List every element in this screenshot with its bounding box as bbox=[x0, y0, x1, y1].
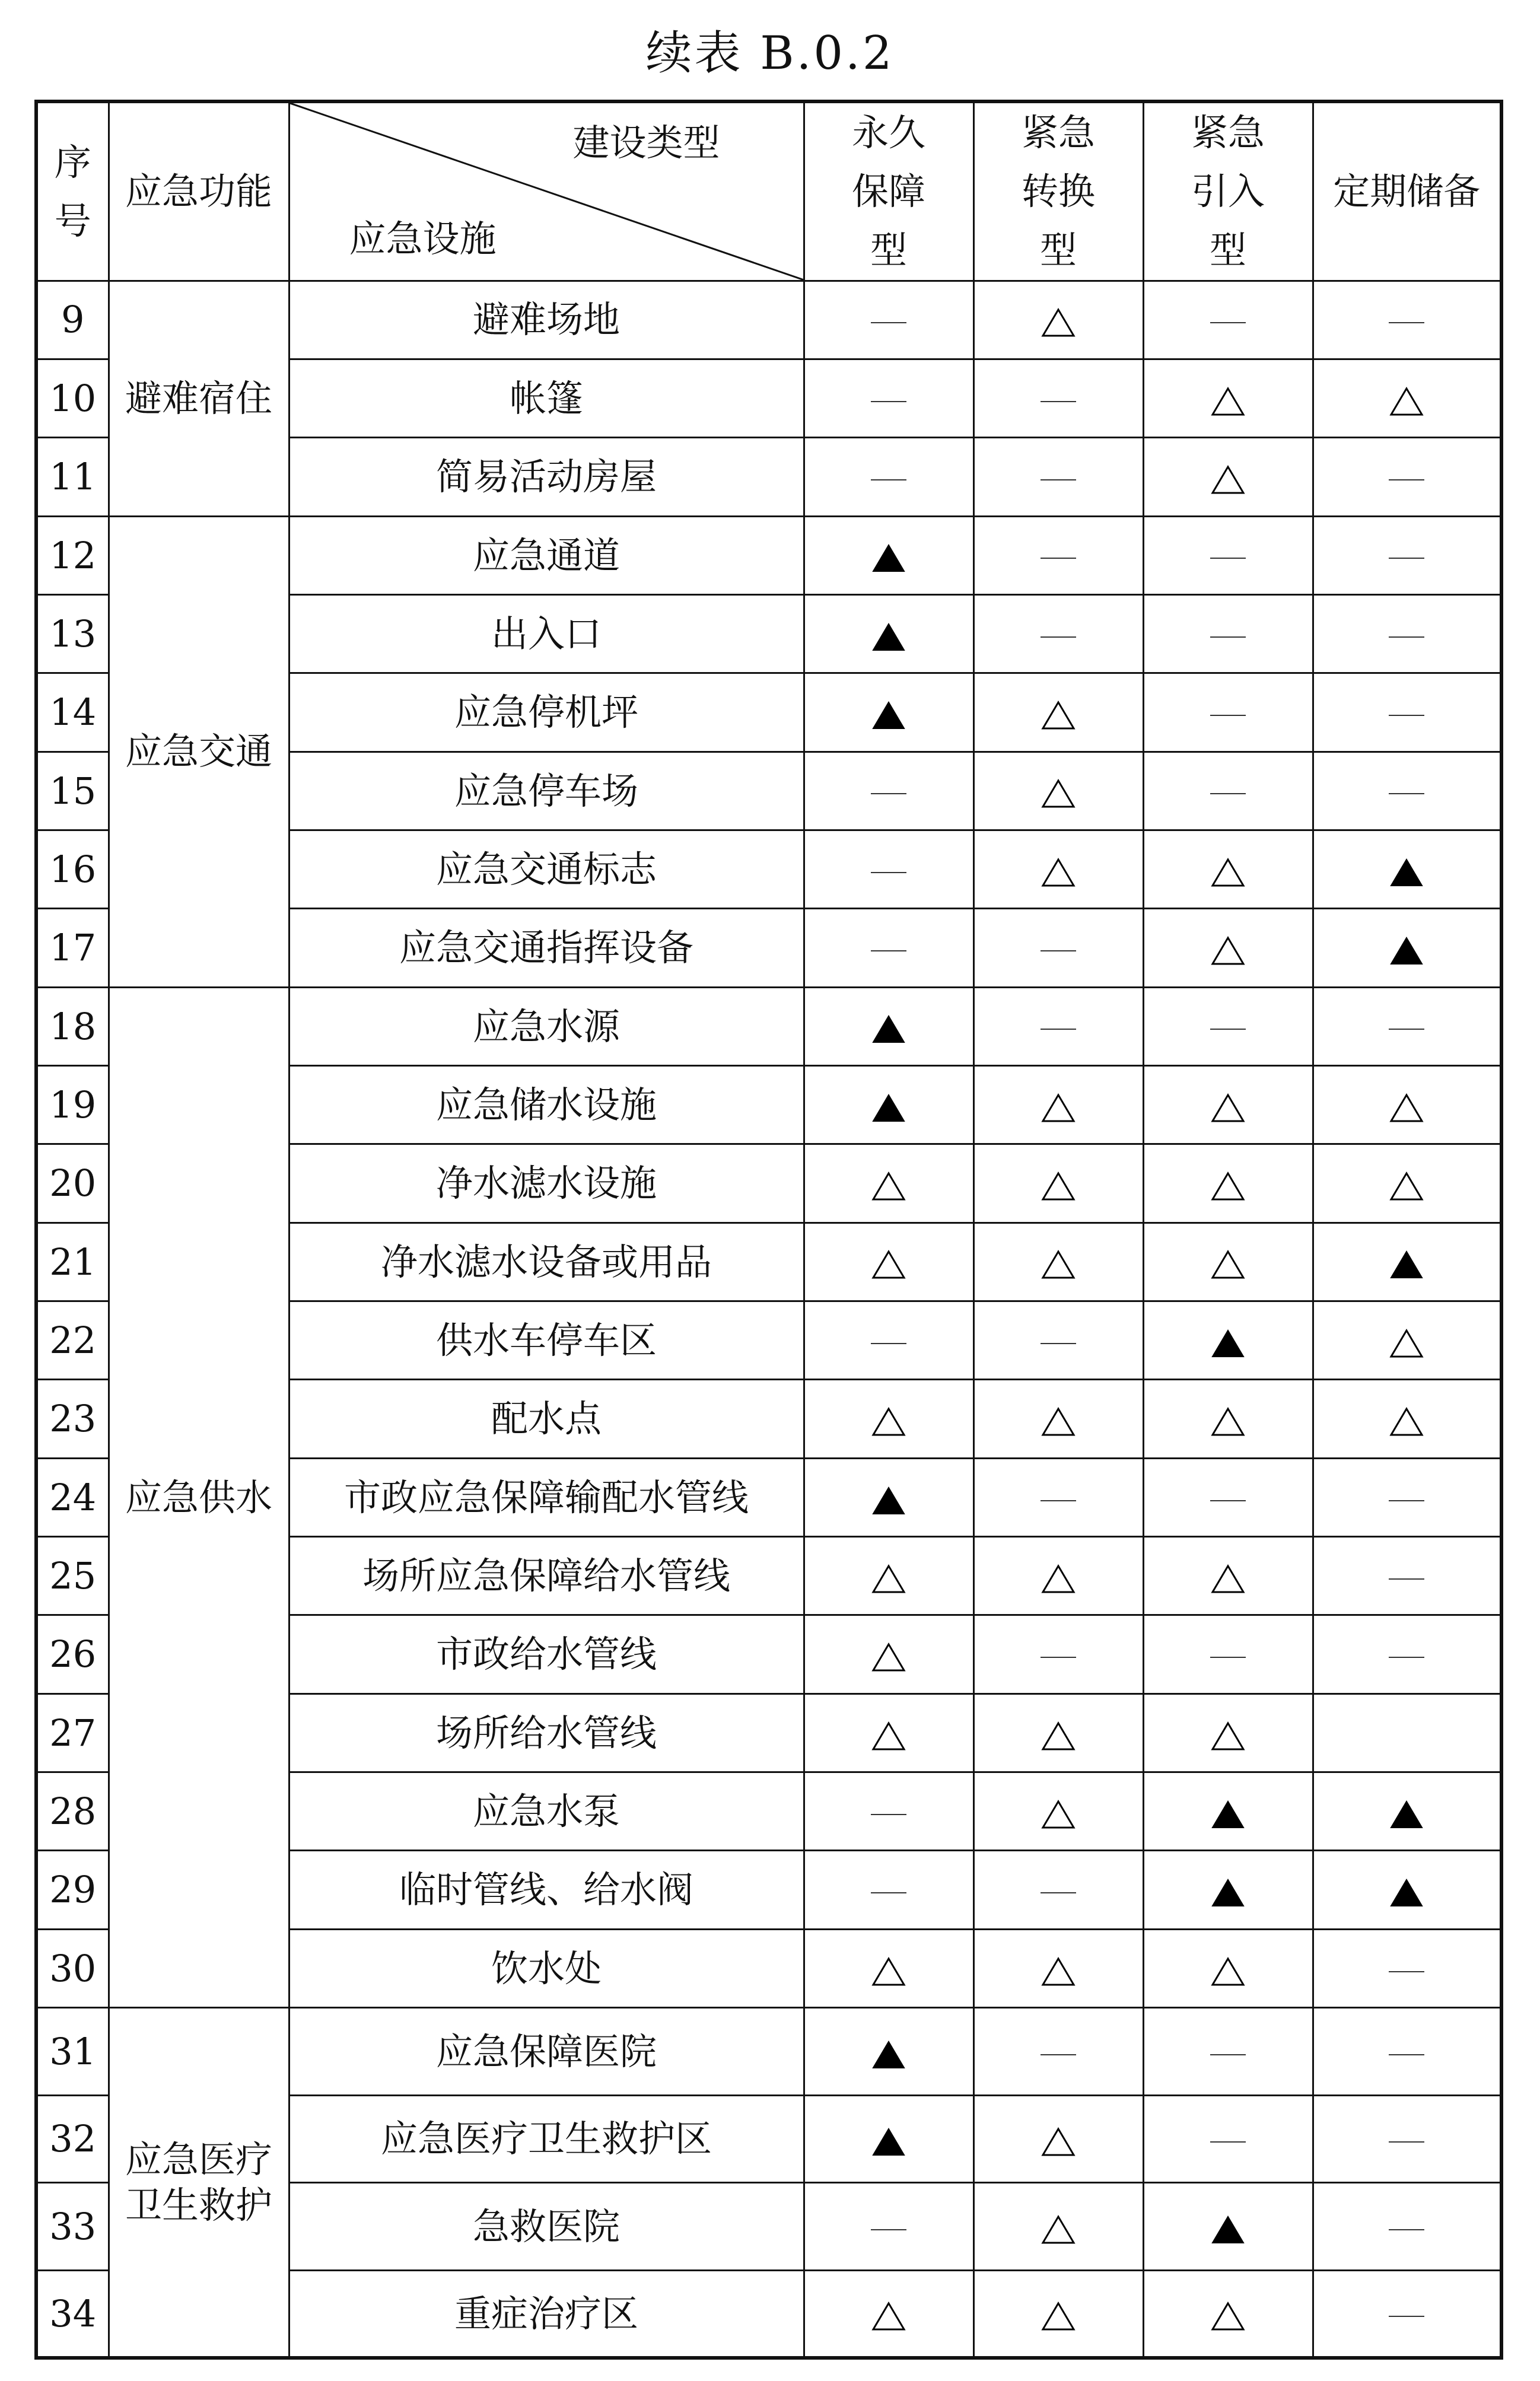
row-number: 25 bbox=[36, 1537, 109, 1615]
type-mark-cell bbox=[1143, 830, 1313, 908]
type-mark-cell bbox=[1313, 281, 1501, 359]
filled-triangle-icon bbox=[871, 1486, 906, 1516]
type-mark-cell bbox=[973, 2183, 1143, 2271]
open-triangle-icon bbox=[1211, 387, 1245, 416]
header-row bbox=[36, 101, 1501, 281]
type-mark-cell bbox=[1143, 2183, 1313, 2271]
dash-mark bbox=[1041, 2052, 1076, 2058]
dash-mark bbox=[871, 1890, 906, 1896]
type-mark-cell bbox=[804, 516, 973, 594]
dash-mark bbox=[871, 870, 906, 876]
row-number: 29 bbox=[36, 1851, 109, 1929]
type-mark-cell bbox=[804, 2008, 973, 2096]
type-mark-cell bbox=[804, 752, 973, 830]
type-mark-cell bbox=[1143, 1380, 1313, 1458]
dash-mark bbox=[1389, 2139, 1424, 2145]
open-triangle-icon bbox=[1211, 1721, 1245, 1751]
facility-name: 场所应急保障给水管线 bbox=[289, 1537, 804, 1615]
open-triangle-icon bbox=[1041, 1172, 1076, 1201]
row-number: 31 bbox=[36, 2008, 109, 2096]
open-triangle-icon bbox=[1041, 1564, 1076, 1594]
type-mark-cell bbox=[804, 1301, 973, 1380]
type-mark-cell bbox=[973, 909, 1143, 987]
dash-mark bbox=[1041, 1498, 1076, 1504]
dash-mark bbox=[1041, 477, 1076, 483]
dash-mark bbox=[1041, 1654, 1076, 1660]
filled-triangle-icon bbox=[1389, 1800, 1424, 1829]
open-triangle-icon bbox=[1211, 2302, 1245, 2331]
type-mark-cell bbox=[1313, 1851, 1501, 1929]
type-mark-cell bbox=[804, 1772, 973, 1851]
row-number: 19 bbox=[36, 1066, 109, 1144]
filled-triangle-icon bbox=[1211, 1329, 1245, 1358]
type-mark-cell bbox=[1313, 516, 1501, 594]
filled-triangle-icon bbox=[871, 1093, 906, 1123]
row-number: 32 bbox=[36, 2095, 109, 2183]
facility-name: 临时管线、给水阀 bbox=[289, 1851, 804, 1929]
type-mark-cell bbox=[1143, 1223, 1313, 1301]
function-group: 避难宿住 bbox=[109, 281, 289, 516]
header-func: 应急功能 bbox=[109, 101, 289, 281]
dash-mark bbox=[1210, 1026, 1246, 1032]
dash-mark bbox=[1210, 1498, 1246, 1504]
header-type-label: 永久保障型 bbox=[851, 111, 925, 272]
type-mark-cell bbox=[1143, 2270, 1313, 2358]
header-type-label: 定期储备 bbox=[1333, 170, 1481, 214]
open-triangle-icon bbox=[1041, 1800, 1076, 1829]
facility-name: 市政给水管线 bbox=[289, 1615, 804, 1694]
facility-name: 简易活动房屋 bbox=[289, 438, 804, 516]
filled-triangle-icon bbox=[871, 543, 906, 573]
filled-triangle-icon bbox=[1389, 936, 1424, 966]
type-mark-cell bbox=[804, 438, 973, 516]
dash-mark bbox=[1210, 555, 1246, 561]
row-number: 24 bbox=[36, 1458, 109, 1536]
facility-name: 应急交通标志 bbox=[289, 830, 804, 908]
open-triangle-icon bbox=[871, 1564, 906, 1594]
header-type-permanent bbox=[804, 101, 973, 281]
dash-mark bbox=[1389, 1654, 1424, 1660]
facility-table bbox=[34, 100, 1503, 2360]
dash-mark bbox=[871, 320, 906, 326]
open-triangle-icon bbox=[1211, 1564, 1245, 1594]
type-mark-cell bbox=[1143, 2095, 1313, 2183]
filled-triangle-icon bbox=[1389, 1250, 1424, 1279]
type-mark-cell bbox=[973, 1066, 1143, 1144]
facility-name: 应急停车场 bbox=[289, 752, 804, 830]
type-mark-cell bbox=[973, 1615, 1143, 1694]
row-number: 14 bbox=[36, 673, 109, 752]
type-mark-cell bbox=[1143, 516, 1313, 594]
type-mark-cell bbox=[1313, 752, 1501, 830]
open-triangle-icon bbox=[871, 2302, 906, 2331]
open-triangle-icon bbox=[1211, 1250, 1245, 1279]
dash-mark bbox=[871, 791, 906, 797]
dash-mark bbox=[1389, 1969, 1424, 1975]
row-number: 10 bbox=[36, 359, 109, 437]
type-mark-cell bbox=[804, 281, 973, 359]
open-triangle-icon bbox=[871, 1721, 906, 1751]
dash-mark bbox=[1210, 1654, 1246, 1660]
open-triangle-icon bbox=[1041, 1407, 1076, 1437]
filled-triangle-icon bbox=[1389, 858, 1424, 887]
facility-name: 应急停机坪 bbox=[289, 673, 804, 752]
type-mark-cell bbox=[1313, 438, 1501, 516]
dash-mark bbox=[1389, 712, 1424, 718]
type-mark-cell bbox=[1143, 1929, 1313, 2007]
type-mark-cell bbox=[1313, 1537, 1501, 1615]
type-mark-cell bbox=[1143, 1772, 1313, 1851]
type-mark-cell bbox=[1143, 1458, 1313, 1536]
facility-name: 急救医院 bbox=[289, 2183, 804, 2271]
type-mark-cell bbox=[973, 1301, 1143, 1380]
type-mark-cell bbox=[1313, 359, 1501, 437]
filled-triangle-icon bbox=[871, 1014, 906, 1044]
open-triangle-icon bbox=[1211, 858, 1245, 887]
type-mark-cell bbox=[804, 1694, 973, 1772]
type-mark-cell bbox=[804, 2095, 973, 2183]
type-mark-cell bbox=[1313, 673, 1501, 752]
header-seq-label: 序号 bbox=[54, 140, 91, 243]
type-mark-cell bbox=[1313, 1301, 1501, 1380]
header-type-import bbox=[1143, 101, 1313, 281]
header-facility: 应急设施 bbox=[349, 217, 497, 261]
dash-mark bbox=[871, 477, 906, 483]
open-triangle-icon bbox=[1389, 1172, 1424, 1201]
row-number: 34 bbox=[36, 2270, 109, 2358]
dash-mark bbox=[871, 2227, 906, 2233]
type-mark-cell bbox=[973, 1380, 1143, 1458]
type-mark-cell bbox=[973, 752, 1143, 830]
row-number: 28 bbox=[36, 1772, 109, 1851]
header-type-convert bbox=[973, 101, 1143, 281]
type-mark-cell bbox=[1143, 1537, 1313, 1615]
type-mark-cell bbox=[973, 2270, 1143, 2358]
open-triangle-icon bbox=[1041, 701, 1076, 730]
facility-name: 帐篷 bbox=[289, 359, 804, 437]
type-mark-cell bbox=[973, 516, 1143, 594]
dash-mark bbox=[1041, 634, 1076, 640]
open-triangle-icon bbox=[1041, 2302, 1076, 2331]
open-triangle-icon bbox=[1211, 936, 1245, 966]
facility-name: 应急医疗卫生救护区 bbox=[289, 2095, 804, 2183]
type-mark-cell bbox=[1313, 594, 1501, 673]
dash-mark bbox=[1389, 2313, 1424, 2319]
facility-name: 重症治疗区 bbox=[289, 2270, 804, 2358]
open-triangle-icon bbox=[1041, 1957, 1076, 1987]
dash-mark bbox=[871, 1341, 906, 1347]
open-triangle-icon bbox=[1389, 1093, 1424, 1123]
type-mark-cell bbox=[1143, 281, 1313, 359]
type-mark-cell bbox=[804, 987, 973, 1065]
type-mark-cell bbox=[1313, 2270, 1501, 2358]
row-number: 27 bbox=[36, 1694, 109, 1772]
header-type-label: 紧急引入型 bbox=[1191, 111, 1265, 272]
type-mark-cell bbox=[1313, 1144, 1501, 1223]
facility-name: 配水点 bbox=[289, 1380, 804, 1458]
filled-triangle-icon bbox=[1211, 1878, 1245, 1908]
open-triangle-icon bbox=[1211, 1093, 1245, 1123]
row-number: 18 bbox=[36, 987, 109, 1065]
dash-mark bbox=[871, 948, 906, 954]
type-mark-cell bbox=[1313, 830, 1501, 908]
type-mark-cell bbox=[973, 359, 1143, 437]
open-triangle-icon bbox=[871, 1642, 906, 1672]
open-triangle-icon bbox=[1389, 387, 1424, 416]
facility-name: 供水车停车区 bbox=[289, 1301, 804, 1380]
type-mark-cell bbox=[1313, 909, 1501, 987]
type-mark-cell bbox=[1143, 987, 1313, 1065]
filled-triangle-icon bbox=[1211, 2215, 1245, 2245]
facility-name: 市政应急保障输配水管线 bbox=[289, 1458, 804, 1536]
header-seq bbox=[36, 101, 109, 281]
dash-mark bbox=[1210, 2052, 1246, 2058]
type-mark-cell bbox=[804, 673, 973, 752]
row-number: 33 bbox=[36, 2183, 109, 2271]
row-number: 30 bbox=[36, 1929, 109, 2007]
row-number: 22 bbox=[36, 1301, 109, 1380]
type-mark-cell bbox=[973, 281, 1143, 359]
filled-triangle-icon bbox=[871, 622, 906, 652]
dash-mark bbox=[1389, 1576, 1424, 1582]
type-mark-cell bbox=[973, 1537, 1143, 1615]
type-mark-cell bbox=[804, 909, 973, 987]
dash-mark bbox=[871, 399, 906, 405]
filled-triangle-icon bbox=[1211, 1800, 1245, 1829]
row-number: 26 bbox=[36, 1615, 109, 1694]
dash-mark bbox=[1041, 555, 1076, 561]
type-mark-cell bbox=[1143, 1615, 1313, 1694]
open-triangle-icon bbox=[1389, 1329, 1424, 1358]
row-number: 9 bbox=[36, 281, 109, 359]
open-triangle-icon bbox=[1041, 1250, 1076, 1279]
type-mark-cell bbox=[973, 1694, 1143, 1772]
type-mark-cell bbox=[973, 1144, 1143, 1223]
table-row bbox=[36, 281, 1501, 359]
facility-name: 应急交通指挥设备 bbox=[289, 909, 804, 987]
type-mark-cell bbox=[1313, 1380, 1501, 1458]
type-mark-cell bbox=[804, 1537, 973, 1615]
row-number: 21 bbox=[36, 1223, 109, 1301]
row-number: 17 bbox=[36, 909, 109, 987]
table-row bbox=[36, 2008, 1501, 2096]
type-mark-cell bbox=[1143, 909, 1313, 987]
type-mark-cell bbox=[804, 1458, 973, 1536]
row-number: 13 bbox=[36, 594, 109, 673]
dash-mark bbox=[1210, 2139, 1246, 2145]
open-triangle-icon bbox=[1211, 1172, 1245, 1201]
type-mark-cell bbox=[804, 1066, 973, 1144]
open-triangle-icon bbox=[1211, 465, 1245, 495]
facility-name: 应急储水设施 bbox=[289, 1066, 804, 1144]
header-diagonal-cell bbox=[289, 101, 804, 281]
dash-mark bbox=[1389, 791, 1424, 797]
type-mark-cell bbox=[1313, 2095, 1501, 2183]
header-type-label: 紧急转换型 bbox=[1021, 111, 1095, 272]
type-mark-cell bbox=[1143, 673, 1313, 752]
open-triangle-icon bbox=[1211, 1957, 1245, 1987]
type-mark-cell bbox=[973, 987, 1143, 1065]
type-mark-cell bbox=[804, 1929, 973, 2007]
function-group: 应急交通 bbox=[109, 516, 289, 987]
type-mark-cell bbox=[973, 1223, 1143, 1301]
type-mark-cell bbox=[804, 1380, 973, 1458]
type-mark-cell bbox=[1313, 1929, 1501, 2007]
open-triangle-icon bbox=[1041, 1721, 1076, 1751]
facility-name: 应急通道 bbox=[289, 516, 804, 594]
type-mark-cell bbox=[1143, 1144, 1313, 1223]
facility-name: 出入口 bbox=[289, 594, 804, 673]
row-number: 11 bbox=[36, 438, 109, 516]
row-number: 12 bbox=[36, 516, 109, 594]
type-mark-cell bbox=[973, 1458, 1143, 1536]
dash-mark bbox=[871, 1812, 906, 1817]
dash-mark bbox=[1389, 555, 1424, 561]
type-mark-cell bbox=[804, 1851, 973, 1929]
dash-mark bbox=[1210, 634, 1246, 640]
type-mark-cell bbox=[973, 673, 1143, 752]
type-mark-cell bbox=[973, 1851, 1143, 1929]
type-mark-cell bbox=[804, 1223, 973, 1301]
dash-mark bbox=[1210, 712, 1246, 718]
type-mark-cell bbox=[1313, 1066, 1501, 1144]
table-row bbox=[36, 987, 1501, 1065]
dash-mark bbox=[1041, 1341, 1076, 1347]
dash-mark bbox=[1041, 399, 1076, 405]
type-mark-cell bbox=[1143, 752, 1313, 830]
type-mark-cell bbox=[973, 830, 1143, 908]
function-group: 应急医疗 卫生救护 bbox=[109, 2008, 289, 2358]
type-mark-cell bbox=[804, 1615, 973, 1694]
type-mark-cell bbox=[804, 830, 973, 908]
type-mark-cell bbox=[804, 594, 973, 673]
dash-mark bbox=[1389, 1026, 1424, 1032]
dash-mark bbox=[1389, 634, 1424, 640]
open-triangle-icon bbox=[1041, 1093, 1076, 1123]
open-triangle-icon bbox=[1041, 308, 1076, 338]
dash-mark bbox=[1389, 1498, 1424, 1504]
type-mark-cell bbox=[804, 1144, 973, 1223]
type-mark-cell bbox=[1143, 1066, 1313, 1144]
type-mark-cell bbox=[1143, 1301, 1313, 1380]
type-mark-cell bbox=[1313, 1615, 1501, 1694]
type-mark-cell bbox=[804, 2183, 973, 2271]
table-row bbox=[36, 516, 1501, 594]
type-mark-cell bbox=[1313, 1223, 1501, 1301]
dash-mark bbox=[1210, 791, 1246, 797]
type-mark-cell bbox=[1313, 1458, 1501, 1536]
type-mark-cell bbox=[1143, 359, 1313, 437]
dash-mark bbox=[1389, 320, 1424, 326]
row-number: 20 bbox=[36, 1144, 109, 1223]
filled-triangle-icon bbox=[871, 701, 906, 730]
type-mark-cell bbox=[973, 438, 1143, 516]
facility-name: 饮水处 bbox=[289, 1929, 804, 2007]
facility-name: 避难场地 bbox=[289, 281, 804, 359]
dash-mark bbox=[1210, 320, 1246, 326]
type-mark-cell bbox=[973, 2008, 1143, 2096]
open-triangle-icon bbox=[871, 1250, 906, 1279]
type-mark-cell bbox=[1143, 1851, 1313, 1929]
facility-name: 净水滤水设备或用品 bbox=[289, 1223, 804, 1301]
dash-mark bbox=[1389, 477, 1424, 483]
type-mark-cell bbox=[804, 2270, 973, 2358]
dash-mark bbox=[1041, 1026, 1076, 1032]
type-mark-cell bbox=[1143, 594, 1313, 673]
open-triangle-icon bbox=[871, 1957, 906, 1987]
filled-triangle-icon bbox=[871, 2127, 906, 2157]
facility-name: 应急保障医院 bbox=[289, 2008, 804, 2096]
open-triangle-icon bbox=[1041, 779, 1076, 808]
open-triangle-icon bbox=[1041, 2215, 1076, 2245]
type-mark-cell bbox=[973, 1929, 1143, 2007]
header-build-type: 建设类型 bbox=[572, 121, 720, 164]
open-triangle-icon bbox=[1041, 858, 1076, 887]
dash-mark bbox=[1389, 2227, 1424, 2233]
row-number: 16 bbox=[36, 830, 109, 908]
facility-name: 净水滤水设施 bbox=[289, 1144, 804, 1223]
type-mark-cell bbox=[1313, 2008, 1501, 2096]
filled-triangle-icon bbox=[871, 2040, 906, 2070]
type-mark-cell bbox=[1143, 2008, 1313, 2096]
type-mark-cell bbox=[973, 1772, 1143, 1851]
dash-mark bbox=[1041, 1890, 1076, 1896]
open-triangle-icon bbox=[871, 1407, 906, 1437]
filled-triangle-icon bbox=[1389, 1878, 1424, 1908]
facility-name: 场所给水管线 bbox=[289, 1694, 804, 1772]
type-mark-cell bbox=[973, 2095, 1143, 2183]
type-mark-cell bbox=[1143, 1694, 1313, 1772]
header-type-reserve bbox=[1313, 101, 1501, 281]
type-mark-cell bbox=[1313, 2183, 1501, 2271]
row-number: 23 bbox=[36, 1380, 109, 1458]
open-triangle-icon bbox=[871, 1172, 906, 1201]
row-number: 15 bbox=[36, 752, 109, 830]
function-group: 应急供水 bbox=[109, 987, 289, 2007]
open-triangle-icon bbox=[1211, 1407, 1245, 1437]
table-body bbox=[36, 281, 1501, 2358]
facility-name: 应急水源 bbox=[289, 987, 804, 1065]
type-mark-cell bbox=[1313, 1772, 1501, 1851]
dash-mark bbox=[1041, 948, 1076, 954]
open-triangle-icon bbox=[1041, 2127, 1076, 2157]
open-triangle-icon bbox=[1389, 1407, 1424, 1437]
type-mark-cell bbox=[1313, 987, 1501, 1065]
type-mark-cell bbox=[1313, 1694, 1501, 1772]
type-mark-cell bbox=[804, 359, 973, 437]
table-title: 续表 B.0.2 bbox=[645, 27, 895, 80]
facility-name: 应急水泵 bbox=[289, 1772, 804, 1851]
dash-mark bbox=[1389, 2052, 1424, 2058]
type-mark-cell bbox=[1143, 438, 1313, 516]
type-mark-cell bbox=[973, 594, 1143, 673]
